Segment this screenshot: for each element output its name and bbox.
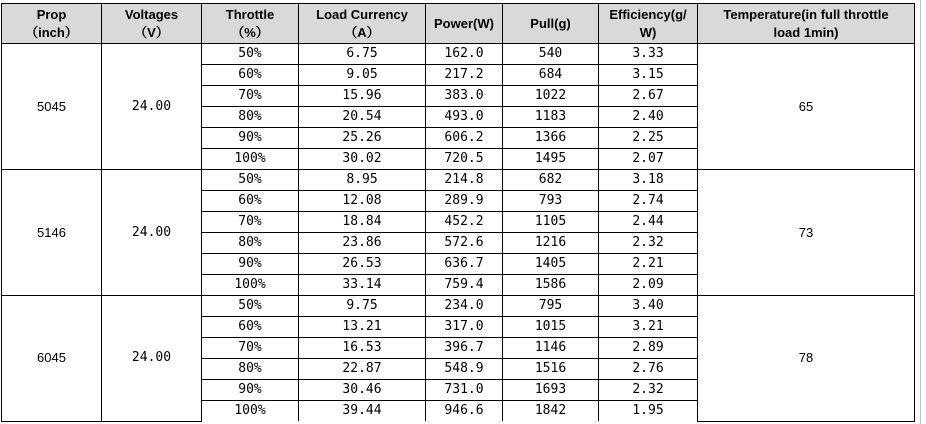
throttle-cell[interactable]: 60% bbox=[202, 191, 299, 212]
header-throttle[interactable]: Throttle （%） bbox=[202, 4, 299, 44]
pull-cell[interactable]: 1183 bbox=[503, 107, 599, 128]
efficiency-cell[interactable]: 2.40 bbox=[599, 107, 698, 128]
throttle-cell[interactable]: 80% bbox=[202, 233, 299, 254]
current-cell[interactable]: 9.75 bbox=[299, 296, 426, 317]
power-cell[interactable]: 548.9 bbox=[426, 359, 503, 380]
current-cell[interactable]: 15.96 bbox=[299, 86, 426, 107]
current-cell[interactable]: 18.84 bbox=[299, 212, 426, 233]
throttle-cell[interactable]: 50% bbox=[202, 170, 299, 191]
throttle-cell[interactable]: 100% bbox=[202, 149, 299, 170]
temperature-cell[interactable]: 73 bbox=[698, 170, 915, 296]
efficiency-cell[interactable]: 2.32 bbox=[599, 233, 698, 254]
current-cell[interactable]: 6.75 bbox=[299, 44, 426, 65]
throttle-cell[interactable]: 60% bbox=[202, 65, 299, 86]
pull-cell[interactable]: 1105 bbox=[503, 212, 599, 233]
pull-cell[interactable]: 1495 bbox=[503, 149, 599, 170]
header-efficiency[interactable]: Efficiency(g/ W) bbox=[599, 4, 698, 44]
current-cell[interactable]: 23.86 bbox=[299, 233, 426, 254]
current-cell[interactable]: 26.53 bbox=[299, 254, 426, 275]
power-cell[interactable]: 720.5 bbox=[426, 149, 503, 170]
throttle-cell[interactable]: 50% bbox=[202, 296, 299, 317]
power-cell[interactable]: 493.0 bbox=[426, 107, 503, 128]
throttle-cell[interactable]: 80% bbox=[202, 107, 299, 128]
power-cell[interactable]: 946.6 bbox=[426, 401, 503, 422]
voltage-cell[interactable]: 24.00 bbox=[102, 44, 202, 170]
header-row bbox=[2, 4, 915, 44]
pull-cell[interactable]: 1842 bbox=[503, 401, 599, 422]
temperature-cell[interactable]: 65 bbox=[698, 44, 915, 170]
pull-cell[interactable]: 1516 bbox=[503, 359, 599, 380]
power-cell[interactable]: 759.4 bbox=[426, 275, 503, 296]
prop-cell[interactable]: 5146 bbox=[2, 170, 102, 296]
pull-cell[interactable]: 682 bbox=[503, 170, 599, 191]
throttle-cell[interactable]: 70% bbox=[202, 338, 299, 359]
current-cell[interactable]: 30.02 bbox=[299, 149, 426, 170]
power-cell[interactable]: 452.2 bbox=[426, 212, 503, 233]
throttle-cell[interactable]: 90% bbox=[202, 254, 299, 275]
efficiency-cell[interactable]: 2.67 bbox=[599, 86, 698, 107]
throttle-cell[interactable]: 70% bbox=[202, 212, 299, 233]
efficiency-cell[interactable]: 3.18 bbox=[599, 170, 698, 191]
pull-cell[interactable]: 1022 bbox=[503, 86, 599, 107]
pull-cell[interactable]: 1015 bbox=[503, 317, 599, 338]
table-row bbox=[2, 44, 915, 65]
current-cell[interactable]: 33.14 bbox=[299, 275, 426, 296]
temperature-cell[interactable]: 78 bbox=[698, 296, 915, 422]
table-row bbox=[2, 296, 915, 317]
current-cell[interactable]: 25.26 bbox=[299, 128, 426, 149]
efficiency-cell[interactable]: 2.44 bbox=[599, 212, 698, 233]
pull-cell[interactable]: 1586 bbox=[503, 275, 599, 296]
prop-cell[interactable]: 5045 bbox=[2, 44, 102, 170]
power-cell[interactable]: 396.7 bbox=[426, 338, 503, 359]
pull-cell[interactable]: 1405 bbox=[503, 254, 599, 275]
efficiency-cell[interactable]: 3.21 bbox=[599, 317, 698, 338]
voltage-cell[interactable]: 24.00 bbox=[102, 170, 202, 296]
power-cell[interactable]: 162.0 bbox=[426, 44, 503, 65]
pull-cell[interactable]: 793 bbox=[503, 191, 599, 212]
power-cell[interactable]: 234.0 bbox=[426, 296, 503, 317]
power-cell[interactable]: 606.2 bbox=[426, 128, 503, 149]
sheet-edge bbox=[920, 0, 921, 424]
header-power[interactable]: Power(W) bbox=[426, 4, 503, 44]
power-cell[interactable]: 317.0 bbox=[426, 317, 503, 338]
pull-cell[interactable]: 684 bbox=[503, 65, 599, 86]
power-cell[interactable]: 636.7 bbox=[426, 254, 503, 275]
throttle-cell[interactable]: 90% bbox=[202, 128, 299, 149]
efficiency-cell[interactable]: 2.89 bbox=[599, 338, 698, 359]
efficiency-cell[interactable]: 2.07 bbox=[599, 149, 698, 170]
power-cell[interactable]: 383.0 bbox=[426, 86, 503, 107]
throttle-cell[interactable]: 80% bbox=[202, 359, 299, 380]
header-prop[interactable]: Prop （inch） bbox=[2, 4, 102, 44]
efficiency-cell[interactable]: 2.25 bbox=[599, 128, 698, 149]
current-cell[interactable]: 8.95 bbox=[299, 170, 426, 191]
power-cell[interactable]: 289.9 bbox=[426, 191, 503, 212]
efficiency-cell[interactable]: 2.74 bbox=[599, 191, 698, 212]
current-cell[interactable]: 16.53 bbox=[299, 338, 426, 359]
voltage-cell[interactable]: 24.00 bbox=[102, 296, 202, 422]
throttle-cell[interactable]: 90% bbox=[202, 380, 299, 401]
table-row bbox=[2, 170, 915, 191]
efficiency-cell[interactable]: 1.95 bbox=[599, 401, 698, 422]
prop-cell[interactable]: 6045 bbox=[2, 296, 102, 422]
efficiency-cell[interactable]: 3.40 bbox=[599, 296, 698, 317]
current-cell[interactable]: 39.44 bbox=[299, 401, 426, 422]
header-pull[interactable]: Pull(g) bbox=[503, 4, 599, 44]
throttle-cell[interactable]: 60% bbox=[202, 317, 299, 338]
efficiency-cell[interactable]: 2.21 bbox=[599, 254, 698, 275]
header-voltage[interactable]: Voltages （V） bbox=[102, 4, 202, 44]
power-cell[interactable]: 572.6 bbox=[426, 233, 503, 254]
power-cell[interactable]: 217.2 bbox=[426, 65, 503, 86]
pull-cell[interactable]: 1693 bbox=[503, 380, 599, 401]
current-cell[interactable]: 30.46 bbox=[299, 380, 426, 401]
current-cell[interactable]: 20.54 bbox=[299, 107, 426, 128]
pull-cell[interactable]: 795 bbox=[503, 296, 599, 317]
efficiency-cell[interactable]: 2.76 bbox=[599, 359, 698, 380]
efficiency-cell[interactable]: 2.09 bbox=[599, 275, 698, 296]
header-load-current[interactable]: Load Currency （A） bbox=[299, 4, 426, 44]
motor-test-table bbox=[1, 3, 915, 422]
header-temperature[interactable]: Temperature(in full throttle load 1min) bbox=[698, 4, 915, 44]
power-cell[interactable]: 214.8 bbox=[426, 170, 503, 191]
pull-cell[interactable]: 1366 bbox=[503, 128, 599, 149]
throttle-cell[interactable]: 50% bbox=[202, 44, 299, 65]
efficiency-cell[interactable]: 3.15 bbox=[599, 65, 698, 86]
current-cell[interactable]: 13.21 bbox=[299, 317, 426, 338]
throttle-cell[interactable]: 70% bbox=[202, 86, 299, 107]
current-cell[interactable]: 9.05 bbox=[299, 65, 426, 86]
table-body bbox=[2, 44, 915, 422]
current-cell[interactable]: 22.87 bbox=[299, 359, 426, 380]
pull-cell[interactable]: 1216 bbox=[503, 233, 599, 254]
current-cell[interactable]: 12.08 bbox=[299, 191, 426, 212]
efficiency-cell[interactable]: 3.33 bbox=[599, 44, 698, 65]
efficiency-cell[interactable]: 2.32 bbox=[599, 380, 698, 401]
throttle-cell[interactable]: 100% bbox=[202, 275, 299, 296]
throttle-cell[interactable]: 100% bbox=[202, 401, 299, 422]
pull-cell[interactable]: 1146 bbox=[503, 338, 599, 359]
pull-cell[interactable]: 540 bbox=[503, 44, 599, 65]
power-cell[interactable]: 731.0 bbox=[426, 380, 503, 401]
